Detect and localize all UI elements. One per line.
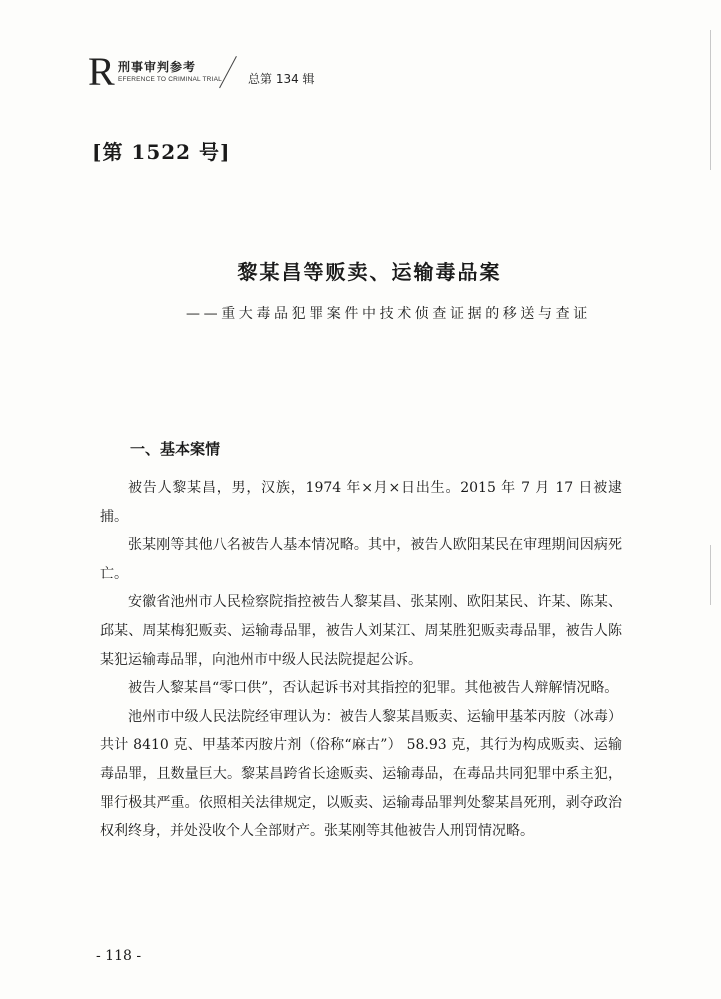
journal-logo-letter: R bbox=[88, 49, 115, 94]
paragraph: 安徽省池州市人民检察院指控被告人黎某昌、张某刚、欧阳某民、许某、陈某、邱某、周某梅犯贩卖、运输毒品罪，被告人刘某江、周某胜犯贩卖毒品罪，被告人陈某犯运输毒品罪，向池州市中级人民法院提起公诉。 bbox=[100, 594, 622, 668]
header-divider-slash bbox=[219, 56, 237, 88]
section-heading: 一、基本案情 bbox=[130, 440, 221, 458]
scan-edge-mark bbox=[710, 30, 711, 170]
page-number: - 118 - bbox=[96, 948, 142, 964]
body-text bbox=[100, 474, 622, 846]
case-subtitle: ——重大毒品犯罪案件中技术侦查证据的移送与查证 bbox=[186, 306, 591, 322]
scan-edge-mark bbox=[710, 545, 711, 605]
issue-number: 总第 134 辑 bbox=[248, 72, 315, 86]
paragraph: 被告人黎某昌“零口供”，否认起诉书对其指控的犯罪。其他被告人辩解情况略。 bbox=[128, 680, 619, 697]
journal-title-cn: 刑事审判参考 bbox=[118, 60, 197, 74]
journal-title-en: EFERENCE TO CRIMINAL TRIAL bbox=[118, 76, 222, 83]
paragraph: 张某刚等其他八名被告人基本情况略。其中，被告人欧阳某民在审理期间因病死亡。 bbox=[100, 537, 622, 582]
case-title: 黎某昌等贩卖、运输毒品案 bbox=[237, 260, 502, 284]
case-number: [第 1522 号] bbox=[92, 140, 231, 164]
paragraph: 池州市中级人民法院经审理认为：被告人黎某昌贩卖、运输甲基苯丙胺（冰毒）共计 8410 克、甲基苯丙胺片剂（俗称“麻古”） 58.93 克，其行为构成贩卖、运输毒品罪，且数量巨大。黎某昌跨省长途贩卖、运输毒品，在毒品共同犯罪中系主犯，罪行极其严重。依照相关法律规定，以贩卖、运输毒品罪判处黎某昌死刑，剥夺政治权利终身，并处没收个人全部财产。张某刚等其他被告人刑罚情况略。 bbox=[100, 708, 622, 840]
paragraph: 被告人黎某昌，男，汉族，1974 年×月×日出生。2015 年 7 月 17 日被逮捕。 bbox=[100, 480, 622, 525]
